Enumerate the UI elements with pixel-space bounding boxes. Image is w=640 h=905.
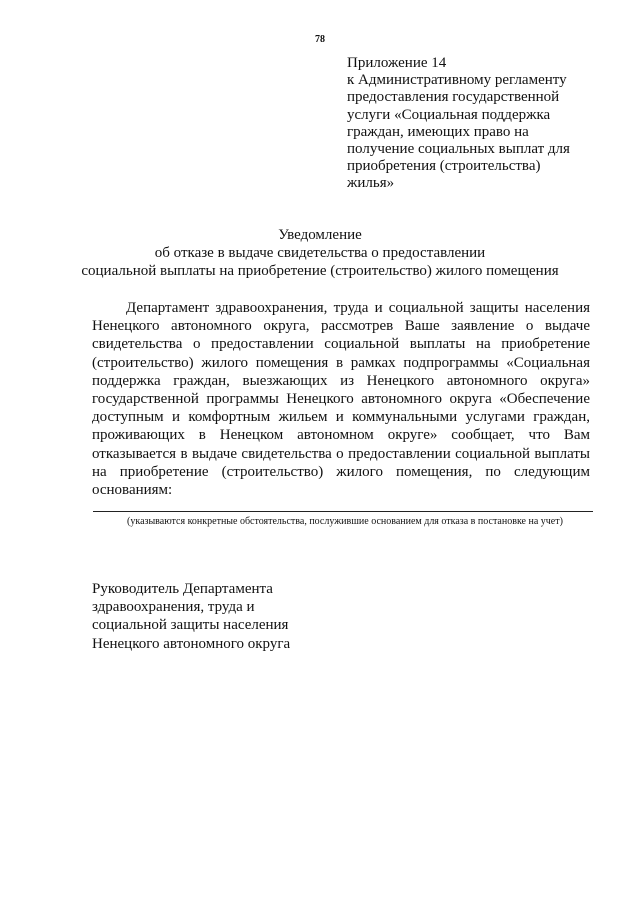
notice-subtitle-line: социальной выплаты на приобретение (строительство) жилого помещения: [81, 263, 559, 279]
page-number: 78: [315, 34, 325, 45]
appendix-line: граждан, имеющих право на: [347, 123, 529, 140]
appendix-line: услуги «Социальная поддержка: [347, 106, 551, 123]
appendix-line: к Административному регламенту: [347, 72, 567, 89]
signature-line: социальной защиты населения: [92, 617, 289, 634]
appendix-line: предоставления государственной: [347, 89, 560, 106]
reason-caption: (указываются конкретные обстоятельства, послужившие основанием для отказа в постановке на учет): [127, 516, 563, 527]
notice-title: Уведомление: [278, 227, 362, 243]
signature-line: Ненецкого автономного округа: [92, 635, 291, 652]
appendix-line: Приложение 14: [347, 55, 447, 71]
appendix-line: получение социальных выплат для: [347, 141, 570, 158]
notice-subtitle-line: об отказе в выдаче свидетельства о предоставлении: [154, 245, 486, 261]
reason-blank-line: [93, 511, 593, 512]
notice-body-paragraph: Департамент здравоохранения, труда и социальной защиты населения Ненецкого автономного округа, рассмотрев Ваше заявление о выдаче свидетельства о предоставлении социальной выплаты на приобретение (строительство) жилого помещения в рамках подпрограммы «Социальная поддержка граждан, выезжающих из Ненецкого автономного округа» государственной программы Ненецкого автономного округа «Обеспечение доступным и комфортным жильем и коммунальными услугами граждан, проживающих в Ненецком автономном округе» сообщает, что Вам отказывается в выдаче свидетельства о предоставлении социальной выплаты на приобретение (строительство) жилого помещения, по следующим основаниям:: [92, 300, 590, 499]
signature-line: Руководитель Департамента: [92, 581, 273, 597]
notice-heading: [0, 226, 640, 280]
signature-block: [92, 580, 352, 653]
appendix-header: [347, 55, 597, 193]
appendix-line: жилья»: [347, 175, 395, 192]
appendix-line: приобретения (строительства): [347, 158, 541, 175]
signature-line: здравоохранения, труда и: [92, 599, 255, 616]
